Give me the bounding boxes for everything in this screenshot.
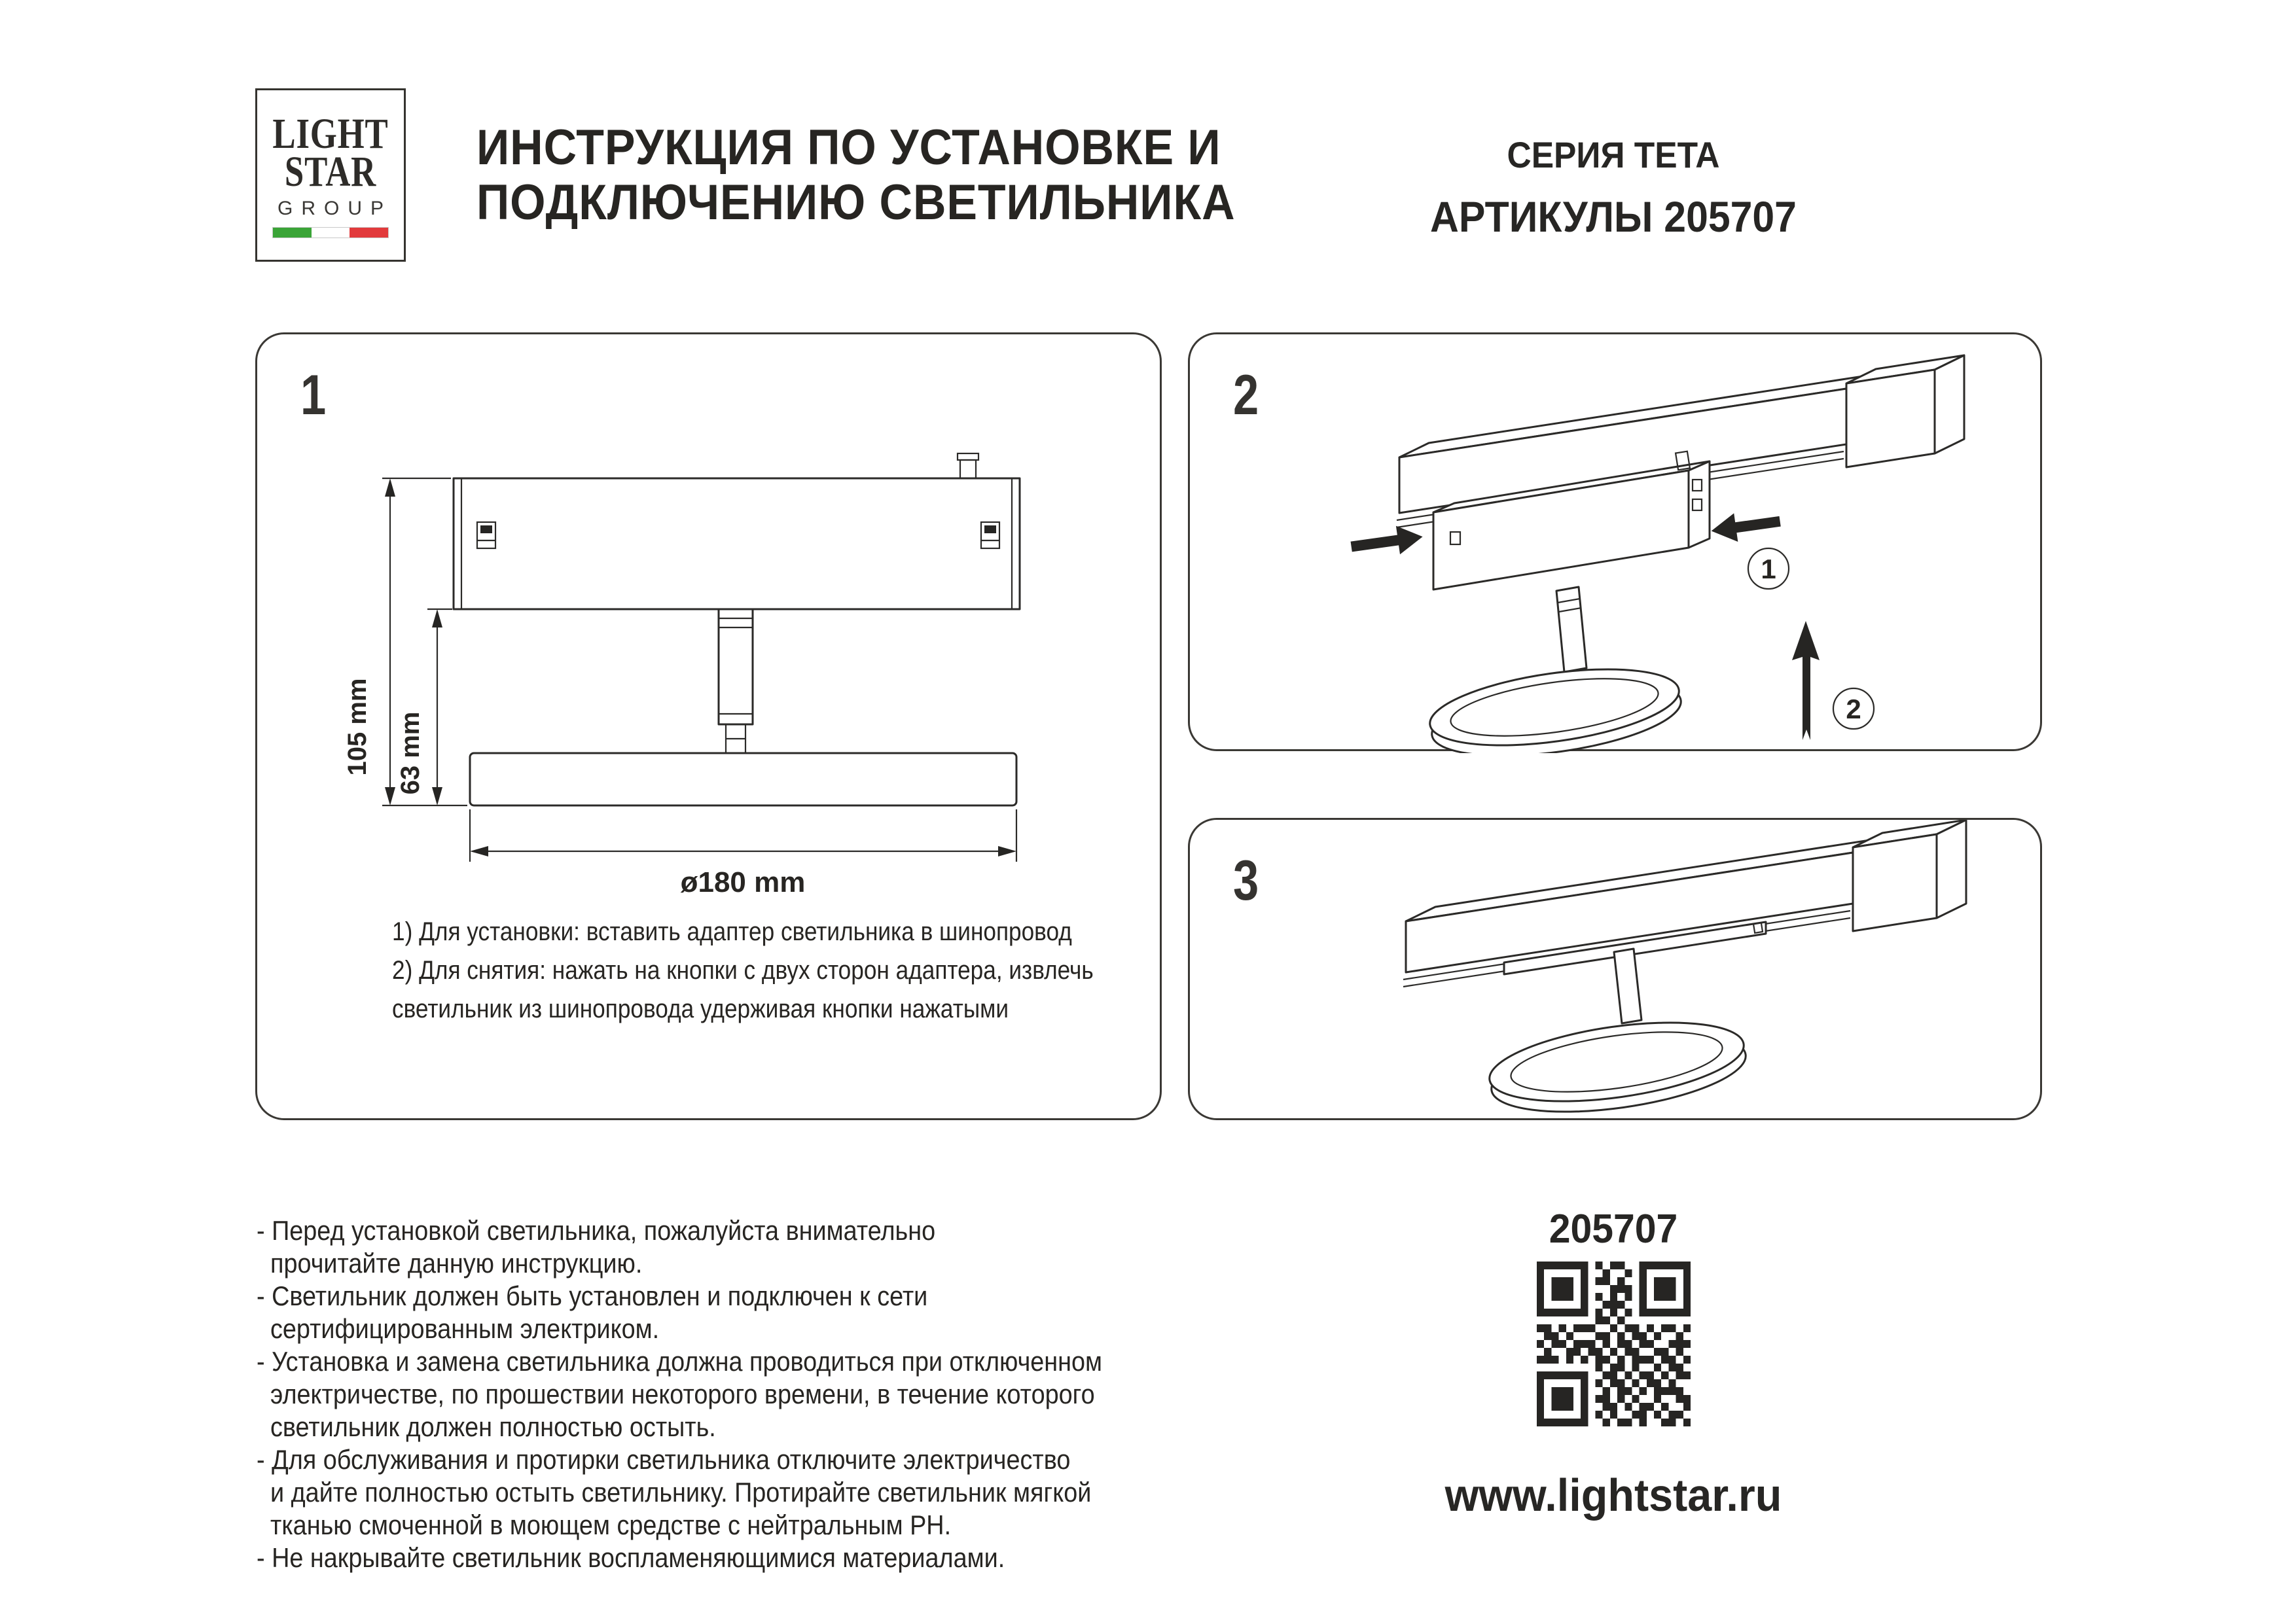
warning-line: прочитайте данную инструкцию. (257, 1248, 643, 1279)
page-title-line-2: ПОДКЛЮЧЕНИЮ СВЕТИЛЬНИКА (476, 175, 1236, 230)
fixture-stem (1614, 949, 1641, 1023)
warning-line: электричестве, по прошествии некоторого времени, в течение которого (257, 1379, 1095, 1409)
dimension-diameter-180mm (470, 809, 1016, 898)
arrow-up-icon (1792, 621, 1820, 740)
panel-3-number: 3 (1233, 849, 1259, 912)
safety-warnings (257, 1214, 1196, 1574)
arrow-right-icon (1350, 522, 1425, 561)
panel-1-number: 1 (300, 364, 327, 427)
panel-step-3 (1188, 818, 2042, 1120)
lightstar-logo (255, 88, 406, 262)
arrow-left-icon (1710, 507, 1782, 545)
dimension-63mm-label: 63 mm (396, 711, 425, 795)
flag-green-stripe (273, 228, 312, 238)
series-label: СЕРИЯ TETA (1507, 134, 1720, 175)
fixture-disc (1484, 1009, 1750, 1122)
panel-step-1 (255, 332, 1162, 1120)
track-rail (1403, 820, 1966, 987)
warning-line: тканью смоченной в моющем средстве с нейтральным PH. (257, 1509, 952, 1540)
note-line: светильник из шинопровода удерживая кнопки нажатыми (392, 995, 1009, 1023)
panel-step-2 (1188, 332, 2042, 751)
article-number: 205707 (1549, 1207, 1678, 1252)
release-button-left (477, 522, 495, 548)
warning-line: светильник должен полностью остыть. (257, 1411, 716, 1442)
adapter-pin-icon (958, 453, 978, 460)
fixture-disc (1426, 656, 1686, 753)
step-1-badge-number: 1 (1761, 554, 1776, 584)
logo-word-light: LIGHT (272, 110, 389, 158)
articles-label: АРТИКУЛЫ 205707 (1430, 192, 1797, 241)
warning-line: - Перед установкой светильника, пожалуйста внимательно (257, 1215, 936, 1246)
page-title-line-1: ИНСТРУКЦИЯ ПО УСТАНОВКЕ И (476, 120, 1221, 175)
page-title (476, 120, 1301, 230)
dimension-63mm (396, 609, 452, 805)
qr-code (1537, 1262, 1691, 1426)
dimension-diameter-label: ø180 mm (680, 866, 806, 898)
track-insertion-drawing (1190, 334, 2044, 753)
installation-notes (392, 913, 1189, 1029)
note-line: 1) Для установки: вставить адаптер светильника в шинопровод (392, 917, 1072, 946)
website-url: www.lightstar.ru (1444, 1470, 1782, 1521)
warning-line: - Установка и замена светильника должна проводиться при отключенном (257, 1346, 1103, 1377)
logo-word-star: STAR (284, 148, 377, 196)
flag-white-stripe (312, 228, 350, 238)
panel-2-number: 2 (1233, 364, 1259, 427)
note-line: 2) Для снятия: нажать на кнопки с двух сторон адаптера, извлечь (392, 956, 1094, 985)
warning-line: - Светильник должен быть установлен и подключен к сети (257, 1280, 928, 1311)
italian-flag-icon (273, 228, 388, 238)
dimension-105mm-label: 105 mm (343, 678, 372, 776)
warning-line: и дайте полностью остыть светильнику. Протирайте светильник мягкой (257, 1477, 1092, 1508)
fixture-disc-side-view (470, 753, 1016, 805)
footer-column (1378, 1206, 1849, 1521)
installed-fixture-drawing (1190, 820, 2044, 1122)
warning-line: сертифицированным электриком. (257, 1313, 660, 1344)
track-adapter-side-view (454, 453, 1020, 609)
series-block (1378, 133, 1849, 241)
logo-word-group: GROUP (277, 198, 392, 219)
warning-line: - Не накрывайте светильник воспламеняющимися материалами. (257, 1542, 1005, 1573)
release-button-right (981, 522, 999, 548)
step-2-badge-number: 2 (1846, 694, 1861, 724)
fixture-stem-side-view (719, 609, 753, 753)
step-2-badge (1833, 688, 1874, 729)
step-1-badge (1748, 548, 1789, 589)
flag-red-stripe (350, 228, 388, 238)
warning-line: - Для обслуживания и протирки светильника отключите электричество (257, 1444, 1071, 1475)
